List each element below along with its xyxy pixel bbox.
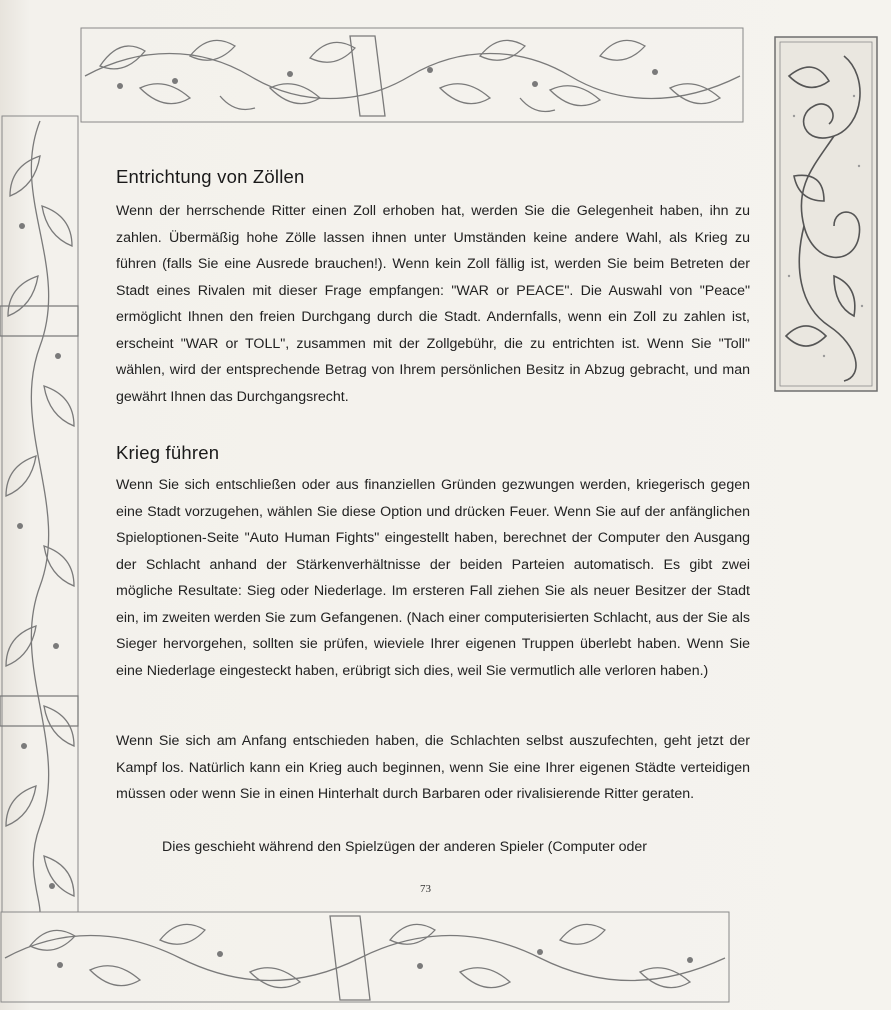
acanthus-scroll-ornament <box>774 36 878 392</box>
section-heading-tolls: Entrichtung von Zöllen <box>116 166 305 187</box>
bottom-leaf-border <box>0 910 730 1005</box>
section-heading-war: Krieg führen <box>116 442 220 463</box>
scroll-ornament-panel <box>774 36 878 392</box>
paragraph-tolls: Wenn der herrschende Ritter einen Zoll erhoben hat, werden Sie die Gelegenheit haben, ihn zu zahlen. Übermäßig hohe Zölle lassen ihnen unter Umständen keine andere Wahl, als Krieg zu führen (falls Sie eine Ausrede brauchen!). Wenn kein Zoll fällig ist, werden Sie beim Betreten der Stadt eines Rivalen mit dieser Frage empfangen: "WAR or PEACE". Die Auswahl von "Peace" ermöglicht Ihnen den freien Durchgang durch die Stadt. Andernfalls, wenn ein Zoll zu zahlen ist, erscheint "WAR or TOLL", zusammen mit der Zollgebühr, die zu entrichten ist. Wenn Sie "Toll" wählen, wird der entsprechende Betrag von Ihrem persönlichen Besitz in Abzug gebracht, und man gewährt Ihnen das Durchgangsrecht. <box>116 203 750 405</box>
paragraph-war-continued: Dies geschieht während den Spielzügen der anderen Spieler (Computer oder <box>162 839 648 855</box>
leaf-garland-ornament <box>0 910 730 1005</box>
page-number: 73 <box>420 883 431 895</box>
top-leaf-border <box>80 26 744 124</box>
paragraph-war-intro: Wenn Sie sich entschließen oder aus finanziellen Gründen gezwungen werden, kriegerisch gegen eine Stadt vorzugehen, wählen Sie diese Option und drücken Feuer. Wenn Sie auf der anfänglichen Spieloptionen-Seite "Auto Human Fights" eingestellt haben, berechnet der Computer den Ausgang der Schlacht anhand der Stärkenverhältnisse der beiden Parteien automatisch. Es gibt zwei mögliche Resultate: Sieg oder Niederlage. Im ersteren Fall ziehen Sie als neuer Besitzer der Stadt ein, im zweiten werden Sie zum Gefangenen. (Nach einer computerisierten Schlacht, aus der Sie als Sieger hervorgehen, sollten sie prüfen, wieviele Ihrer eigenen Truppen überlebt haben. Wenn Sie eine Niederlage eingesteckt haben, erübrigt sich dies, weil Sie vermutlich alle verloren haben.) <box>116 477 750 679</box>
leaf-garland-ornament <box>80 26 744 124</box>
left-leaf-border <box>0 26 80 916</box>
paragraph-war-manual-battles: Wenn Sie sich am Anfang entschieden haben, die Schlachten selbst auszufechten, geht jetzt der Kampf los. Natürlich kann ein Krieg auch beginnen, wenn Sie eine Ihrer eigenen Städte verteidigen müssen oder wenn Sie in einen Hinterhalt durch Barbaren oder rivalisierende Ritter geraten. <box>116 733 750 802</box>
leaf-vine-ornament <box>0 26 80 916</box>
